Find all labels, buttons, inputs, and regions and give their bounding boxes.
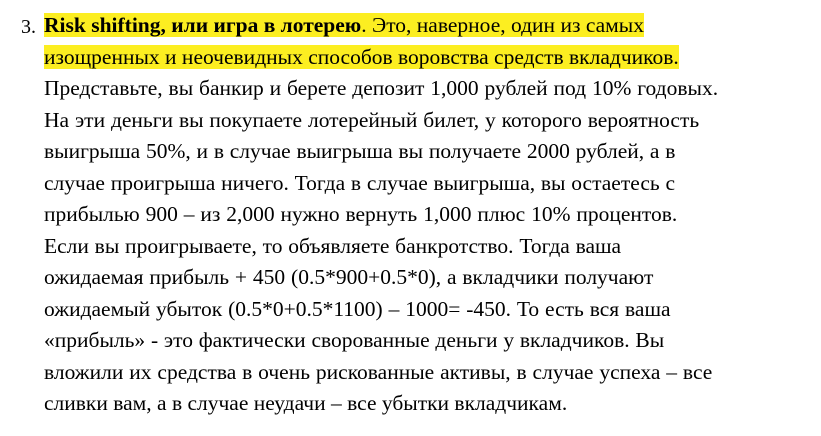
text-line: случае проигрыша ничего. Тогда в случае выигрыша, вы остаетесь с: [44, 170, 675, 195]
highlight-line-1-rest: . Это, наверное, один из самых: [361, 13, 644, 37]
text-line: ожидаемый убыток (0.5*0+0.5*1100) – 1000= -450. То есть вся ваша: [44, 296, 671, 321]
paragraph: [44, 10, 807, 420]
text-line: сливки вам, а в случае неудачи – все убытки вкладчикам.: [44, 391, 568, 415]
text-line: «прибыль» - это фактически сворованные деньги у вкладчиков. Вы: [44, 328, 665, 352]
highlighted-line-2: [44, 42, 807, 74]
text-line: прибылью 900 – из 2,000 нужно вернуть 1,000 плюс 10% процентов.: [44, 202, 678, 226]
list-marker: 3.: [21, 16, 36, 38]
text-line: ожидаемая прибыль + 450 (0.5*900+0.5*0), а вкладчики получают: [44, 265, 654, 289]
highlighted-line-1: [44, 10, 807, 42]
numbered-list-item: [14, 10, 807, 420]
lead-bold-text: Risk shifting, или игра в лотерею: [44, 13, 362, 37]
text-line: вложили их средства в очень рискованные активы, в случае успеха – все: [44, 359, 713, 384]
text-line: выигрыша 50%, и в случае выигрыша вы получаете 2000 рублей, а в: [44, 139, 676, 163]
paragraph-body: [44, 10, 807, 420]
text-line: Если вы проигрываете, то объявляете банкротство. Тогда ваша: [44, 233, 622, 258]
text-line: Представьте, вы банкир и берете депозит 1,000 рублей под 10% годовых.: [44, 76, 719, 100]
highlight-line-2-text: изощренных и неочевидных способов воровства средств вкладчиков.: [44, 44, 679, 69]
text-line: На эти деньги вы покупаете лотерейный билет, у которого вероятность: [44, 107, 700, 132]
